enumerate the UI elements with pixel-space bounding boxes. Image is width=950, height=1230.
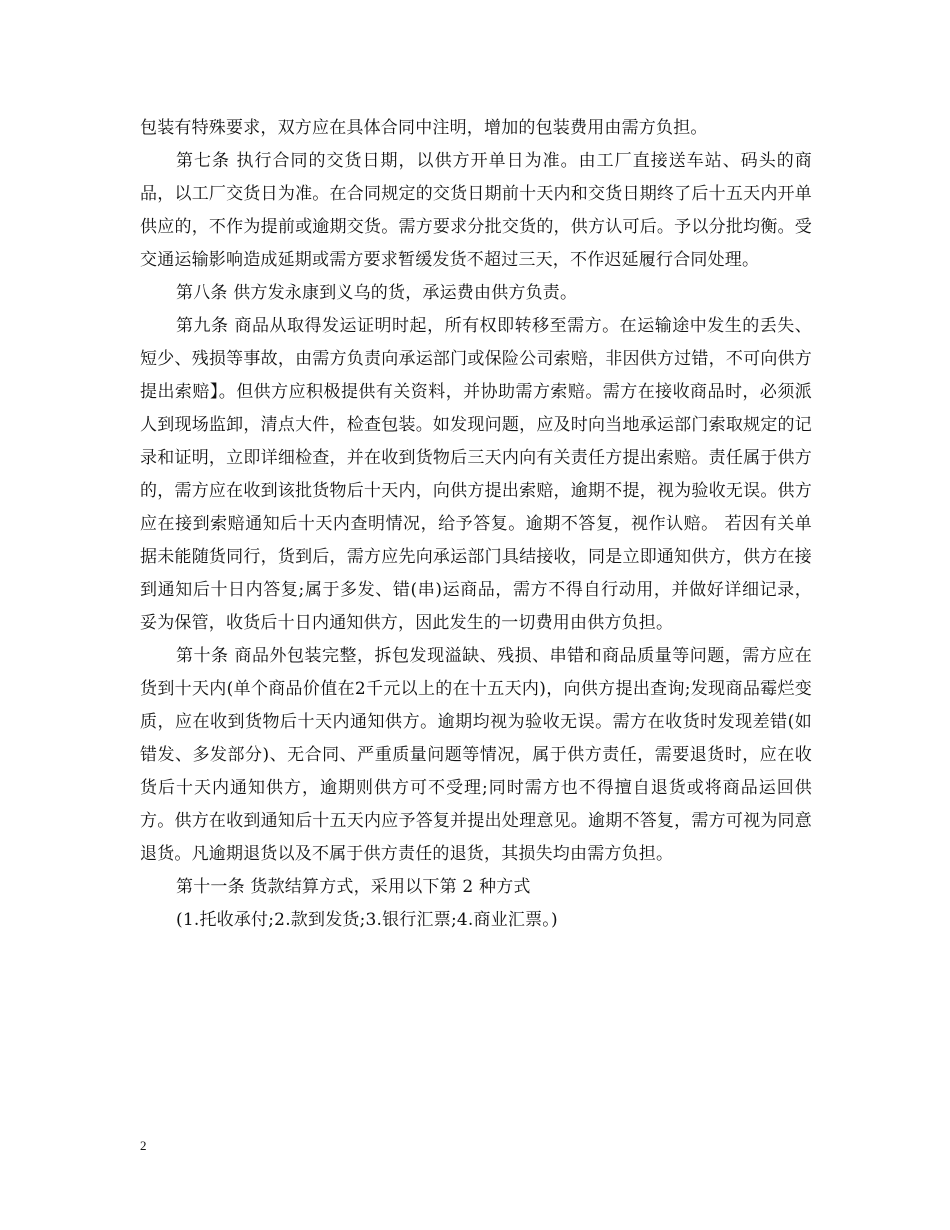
paragraph-article-7: 第七条 执行合同的交货日期，以供方开单日为准。由工厂直接送车站、码头的商品，以工厂交货日为准。在合同规定的交货日期前十天内和交货日期终了后十五天内开单供应的，不作为提前或逾期交货。需方要求分批交货的，供方认可后。予以分批均衡。受交通运输影响造成延期或需方要求暂缓发货不超过三天，不作迟延履行合同处理。 [140, 151, 812, 270]
paragraph-article-10: 第十条 商品外包装完整，拆包发现溢缺、残损、串错和商品质量等问题，需方应在货到十天内(单个商品价值在2千元以上的在十五天内)，向供方提出查询;发现商品霉烂变质，应在收到货物后十天内通知供方。逾期均视为验收无误。需方在收货时发现差错(如错发、多发部分)、无合同、严重质量问题等情况，属于供方责任，需要退货时，应在收货后十天内通知供方，逾期则供方可不受理;同时需方也不得擅自退货或将商品运回供方。供方在收到通知后十五天内应予答复并提出处理意见。逾期不答复，需方可视为同意退货。凡逾期退货以及不属于供方责任的退货，其损失均由需方负担。 [140, 646, 812, 864]
page-number: 2 [140, 1138, 147, 1153]
paragraph-article-9: 第九条 商品从取得发运证明时起，所有权即转移至需方。在运输途中发生的丢失、短少、残损等事故，由需方负责向承运部门或保险公司索赔，非因供方过错，不可向供方提出索赔】。但供方应积极提供有关资料，并协助需方索赔。需方在接收商品时，必须派人到现场监卸，清点大件，检查包装。如发现问题，应及时向当地承运部门索取规定的记录和证明，立即详细检查，并在收到货物后三天内向有关责任方提出索赔。责任属于供方的，需方应在收到该批货物后十天内，向供方提出索赔，逾期不提，视为验收无误。供方应在接到索赔通知后十天内查明情况，给予答复。逾期不答复，视作认赔。 若因有关单据未能随货同行，货到后，需方应先向承运部门具结接收，同是立即通知供方，供方在接到通知后十日内答复;属于多发、错(串)运商品，需方不得自行动用，并做好详细记录，妥为保管，收货后十日内通知供方，因此发生的一切费用由供方负担。 [140, 316, 812, 633]
document-body [140, 112, 812, 937]
paragraph-payment-options: (1.托收承付;2.款到发货;3.银行汇票;4.商业汇票。) [176, 910, 558, 930]
paragraph-article-11: 第十一条 货款结算方式，采用以下第 2 种方式 [176, 877, 531, 897]
paragraph-article-8: 第八条 供方发永康到义乌的货，承运费由供方负责。 [176, 283, 578, 303]
paragraph-packaging: 包装有特殊要求，双方应在具体合同中注明，增加的包装费用由需方负担。 [140, 118, 708, 138]
